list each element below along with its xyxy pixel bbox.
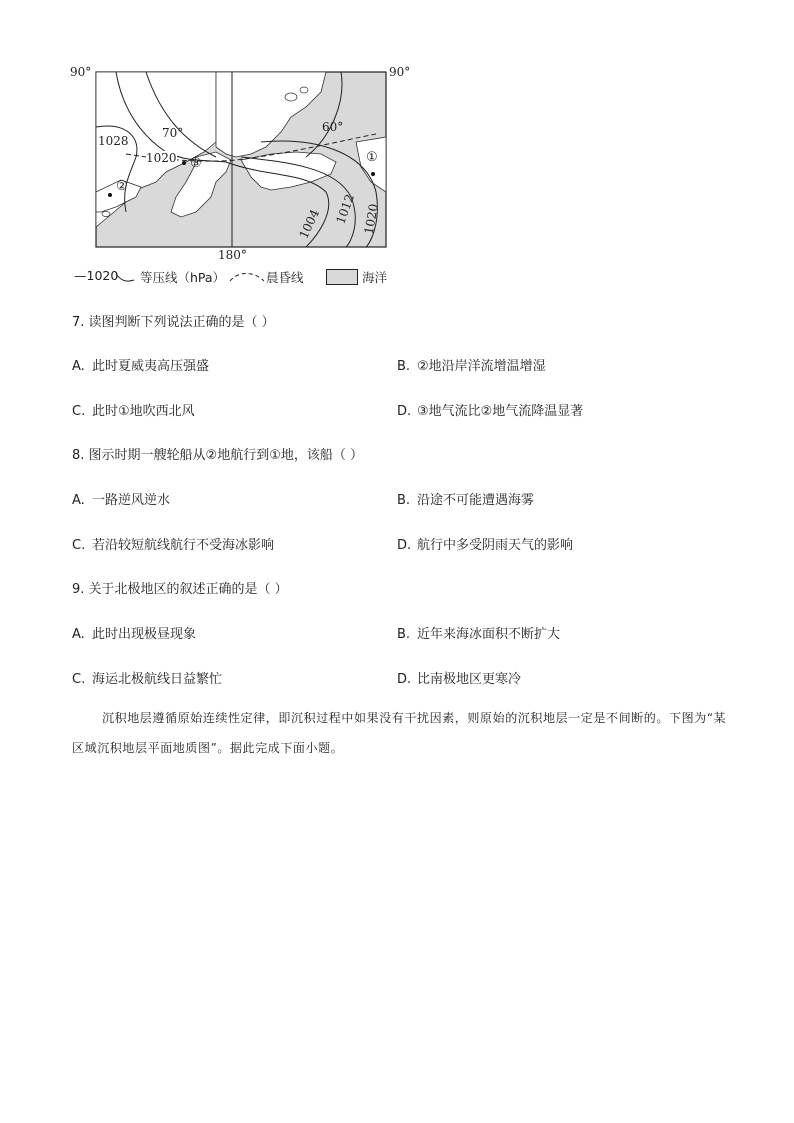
q9-option-d: D. 比南极地区更寒冷	[397, 672, 522, 687]
iso-1028-label: 1028	[98, 134, 129, 148]
q9-option-c: C. 海运北极航线日益繁忙	[72, 672, 223, 687]
question-8-stem: 8. 图示时期一艘轮船从②地航行到①地，该船（ ）	[72, 448, 363, 463]
legend-terminator-icon	[228, 269, 266, 283]
iso-1020-right-label: 1020	[361, 202, 381, 236]
q8-option-c: C. 若沿较短航线航行不受海冰影响	[72, 538, 275, 553]
point-1-dot	[371, 172, 375, 176]
legend-isobar-icon	[114, 270, 136, 284]
q7-option-b: B. ②地沿岸洋流增温增湿	[397, 359, 546, 374]
point-3-dot	[182, 161, 186, 165]
q9-option-b: B. 近年来海冰面积不断扩大	[397, 627, 561, 642]
map-legend	[74, 266, 404, 288]
legend-ocean-swatch	[326, 269, 358, 285]
iso-1012-label: 1012	[333, 192, 358, 226]
q7-option-a: A. 此时夏威夷高压强盛	[72, 359, 210, 374]
point-2-dot	[108, 193, 112, 197]
lon-label-bottom: 180°	[218, 248, 247, 262]
isobar-map-figure	[66, 62, 411, 292]
q7-option-d: D. ③地气流比②地气流降温显著	[397, 404, 584, 419]
q8-option-b: B. 沿途不可能遭遇海雾	[397, 493, 535, 508]
q8-option-d: D. 航行中多受阴雨天气的影响	[397, 538, 574, 553]
point-3-label: ③	[190, 156, 202, 171]
legend-isobar-label: 等压线（hPa）	[140, 270, 226, 285]
legend-terminator-label: 晨昏线	[266, 270, 304, 285]
question-9-stem: 9. 关于北极地区的叙述正确的是（ ）	[72, 582, 288, 597]
point-1-label: ①	[366, 150, 378, 165]
lat-label-left: 90°	[70, 65, 92, 79]
q9-option-a: A. 此时出现极昼现象	[72, 627, 197, 642]
question-7-stem: 7. 读图判断下列说法正确的是（ ）	[72, 315, 275, 330]
lat-70-label: 70°	[162, 126, 184, 140]
legend-isobar-sample: —1020	[74, 268, 119, 283]
q7-option-c: C. 此时①地吹西北风	[72, 404, 195, 419]
lat-60-label: 60°	[322, 120, 344, 134]
lat-label-right: 90°	[389, 65, 411, 79]
passage-text: 沉积地层遵循原始连续性定律，即沉积过程中如果没有干扰因素，则原始的沉积地层一定是不间断的。下图为“某区域沉积地层平面地质图”。据此完成下面小题。	[72, 711, 727, 755]
point-2-label: ②	[116, 179, 128, 194]
iso-1020-left-label: 1020	[146, 151, 177, 165]
q8-option-a: A. 一路逆风逆水	[72, 493, 171, 508]
iso-1004-label: 1004	[296, 207, 323, 241]
legend-ocean-label: 海洋	[362, 270, 388, 285]
